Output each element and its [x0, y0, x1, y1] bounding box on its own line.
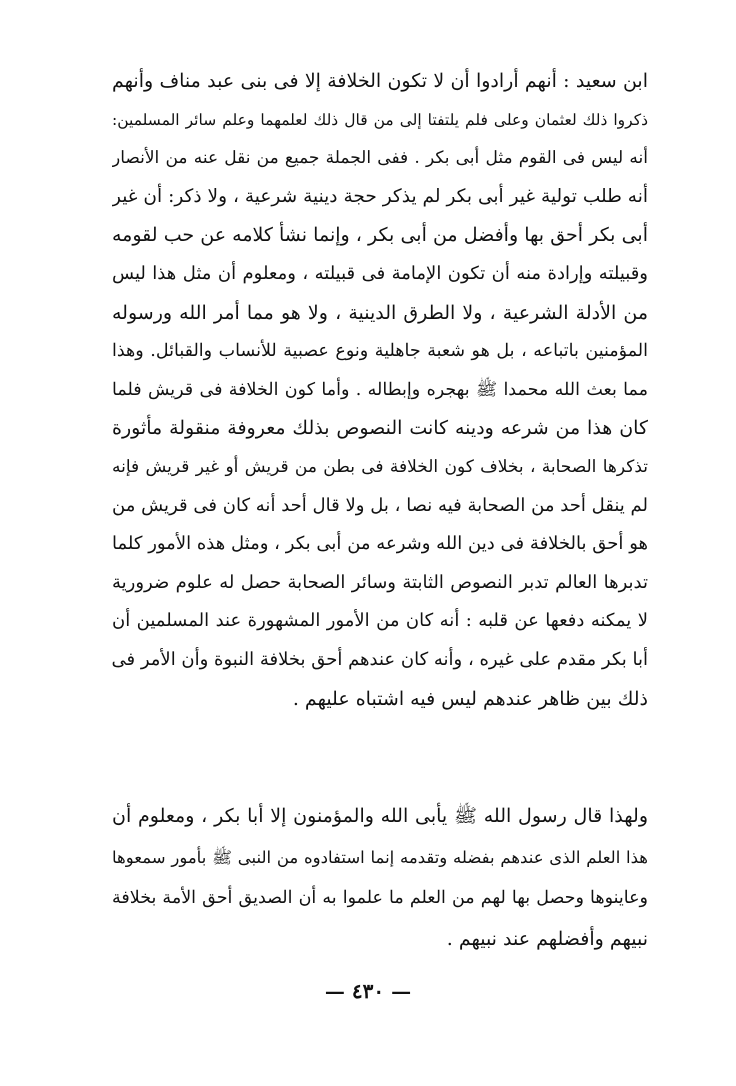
- text-line: مما بعث الله محمدا ﷺ بهجره وإبطاله . وأما كون الخلافة فى قريش فلما: [112, 379, 648, 400]
- text-line: أنه ليس فى القوم مثل أبى بكر . ففى الجملة جميع من نقل عنه من الأنصار: [112, 148, 648, 169]
- text-line: لم ينقل أحد من الصحابة فيه نصا ، بل ولا قال أحد أنه كان فى قريش من: [112, 494, 648, 516]
- text-line: كان هذا من شرعه ودينه كانت النصوص بذلك معروفة منقولة مأثورة: [112, 417, 648, 440]
- text-line: وقبيلته وإرادة منه أن تكون الإمامة فى قبيلته ، ومعلوم أن مثل هذا ليس: [112, 262, 648, 284]
- text-line: تدبرها العالم تدبر النصوص الثابتة وسائر الصحابة حصل له علوم ضرورية: [112, 571, 648, 593]
- text-line: هو أحق بالخلافة فى دين الله وشرعه من أبى بكر ، ومثل هذه الأمور كلما: [112, 533, 648, 555]
- text-line: نبيهم وأفضلهم عند نبيهم .: [446, 928, 648, 950]
- text-line: المؤمنين باتباعه ، بل هو شعبة جاهلية ونوع عصبية للأنساب والقبائل. وهذا: [112, 341, 648, 362]
- page-number: — ٤٣٠ —: [324, 979, 412, 1003]
- text-line: تذكرها الصحابة ، بخلاف كون الخلافة فى بطن من قريش أو غير قريش فإنه: [112, 456, 648, 477]
- text-line: أبى بكر أحق بها وأفضل من أبى بكر ، وإنما نشأ كلامه عن حب لقومه: [112, 224, 648, 247]
- text-line: ذكروا ذلك لعثمان وعلى فلم يلتفتا إلى من قال ذلك لعلمهما وعلم سائر المسلمين:: [112, 110, 648, 129]
- text-line: لا يمكنه دفعها عن قلبه : أنه كان من الأمور المشهورة عند المسلمين أن: [112, 610, 648, 632]
- text-line: ذلك بين ظاهر عندهم ليس فيه اشتباه عليهم .: [292, 687, 648, 710]
- paragraph-1: [112, 62, 648, 718]
- text-line: أبا بكر مقدم على غيره ، وأنه كان عندهم أحق بخلافة النبوة وأن الأمر فى: [112, 648, 648, 670]
- text-line: هذا العلم الذى عندهم بفضله وتقدمه إنما استفادوه من النبى ﷺ بأمور سمعوها: [112, 848, 648, 867]
- text-line: وعاينوها وحصل بها لهم من العلم ما علموا به أن الصديق أحق الأمة بخلافة: [112, 888, 648, 908]
- text-line: ابن سعيد : أنهم أرادوا أن لا تكون الخلافة إلا فى بنى عبد مناف وأنهم: [112, 70, 648, 92]
- text-line: أنه طلب تولية غير أبى بكر لم يذكر حجة دينية شرعية ، ولا ذكر: أن غير: [112, 185, 648, 207]
- text-line: ولهذا قال رسول الله ﷺ يأبى الله والمؤمنون إلا أبا بكر ، ومعلوم أن: [112, 805, 648, 827]
- paragraph-2: [112, 796, 648, 960]
- text-line: من الأدلة الشرعية ، ولا الطرق الدينية ، ولا هو مما أمر الله ورسوله: [112, 301, 648, 324]
